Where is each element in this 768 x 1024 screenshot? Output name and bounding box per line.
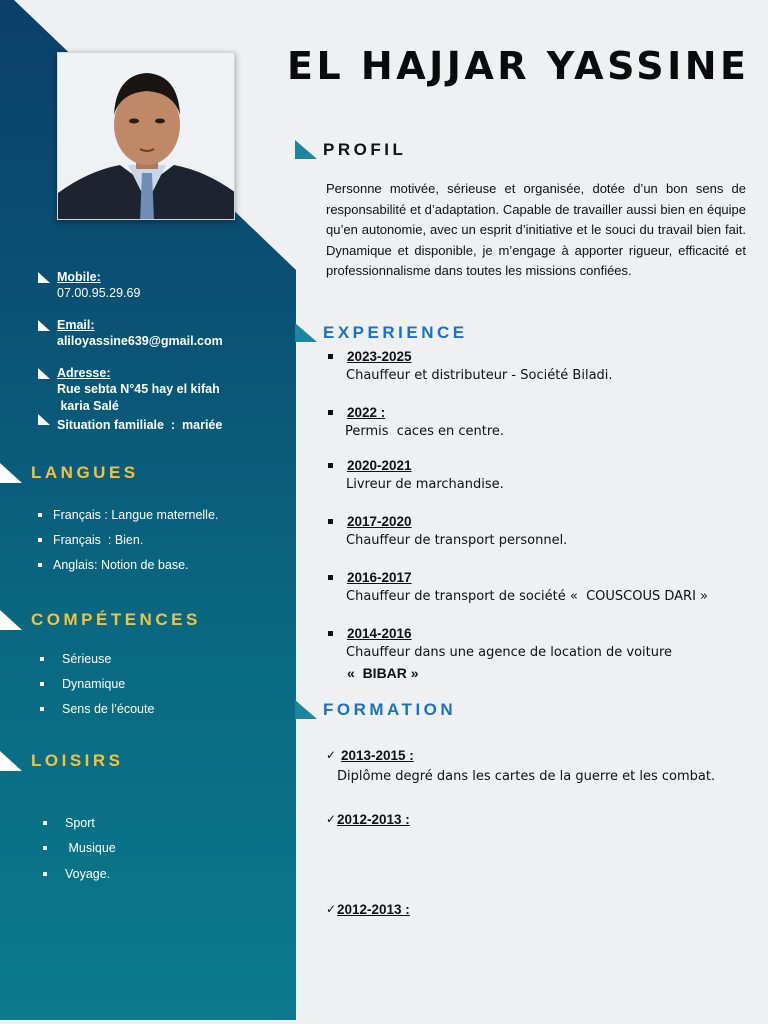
- experience-years: 2022 :: [347, 405, 386, 420]
- experience-desc: Chauffeur de transport personnel.: [346, 533, 568, 548]
- bullet-icon: [43, 846, 47, 850]
- bullet-triangle-icon: [38, 320, 50, 331]
- formation-years: 2013-2015 :: [341, 748, 414, 763]
- bullet-icon: [40, 657, 44, 661]
- heading-triangle-icon: [295, 700, 317, 719]
- experience-desc: Chauffeur de transport de société « COUSCOUS DARI »: [346, 589, 709, 604]
- bullet-icon: [43, 872, 47, 876]
- hobbies-title: LOISIRS: [31, 751, 124, 770]
- heading-triangle-icon: [0, 463, 22, 483]
- profile-title: PROFIL: [323, 140, 407, 159]
- profile-photo: [57, 52, 235, 220]
- languages-title: LANGUES: [31, 463, 139, 482]
- experience-desc: Livreur de marchandise.: [346, 477, 504, 492]
- bullet-icon: [328, 354, 333, 359]
- heading-triangle-icon: [0, 610, 22, 630]
- heading-triangle-icon: [295, 323, 317, 342]
- profile-text: Personne motivée, sérieuse et organisée, dotée d’un bon sens de responsabilité et d’adaptation. Capable de travailler aussi bien en équipe qu’en autonomie, avec un esprit d’initiative et le souci du travail bien fait. Dynamique et disponible, je m’engage à apporter rigueur, efficacité et professionnalisme dans toutes les missions confiées.: [326, 181, 746, 279]
- formation-years: 2012-2013 :: [337, 812, 410, 827]
- bullet-triangle-icon: [38, 414, 50, 425]
- experience-company: « BIBAR »: [347, 665, 419, 681]
- bullet-icon: [328, 410, 333, 415]
- address-line1: Rue sebta N°45 hay el kifah: [57, 382, 220, 396]
- bullet-icon: [43, 821, 47, 825]
- bullet-icon: [40, 707, 44, 711]
- experience-years: 2017-2020: [347, 514, 412, 529]
- check-icon: ✓: [326, 748, 337, 762]
- email-value: aliloyassine639@gmail.com: [57, 334, 223, 348]
- address-label: Adresse:: [57, 366, 111, 380]
- bullet-triangle-icon: [38, 368, 50, 379]
- bullet-icon: [328, 575, 333, 580]
- portrait-photo: [58, 53, 235, 220]
- bullet-icon: [38, 563, 42, 567]
- family-status: Situation familiale : mariée: [57, 418, 223, 432]
- bullet-icon: [328, 631, 333, 636]
- heading-triangle-icon: [0, 751, 22, 771]
- check-icon: ✓: [326, 812, 337, 826]
- check-icon: ✓: [326, 902, 337, 916]
- bullet-icon: [40, 682, 44, 686]
- experience-title: EXPERIENCE: [323, 323, 468, 342]
- experience-desc: Chauffeur et distributeur - Société Biladi.: [346, 368, 613, 383]
- mobile-label: Mobile:: [57, 270, 101, 284]
- formation-years: 2012-2013 :: [337, 902, 410, 917]
- formation-desc: Diplôme degré dans les cartes de la guerre et les combat.: [337, 769, 716, 784]
- bullet-icon: [328, 519, 333, 524]
- experience-years: 2023-2025: [347, 349, 412, 364]
- address-line2: karia Salé: [57, 399, 119, 413]
- heading-triangle-icon: [295, 140, 317, 159]
- bullet-icon: [38, 538, 42, 542]
- experience-desc: Chauffeur dans une agence de location de voiture: [346, 645, 673, 660]
- email-label: Email:: [57, 318, 95, 332]
- skills-title: COMPÉTENCES: [31, 610, 201, 629]
- bullet-triangle-icon: [38, 272, 50, 283]
- formation-title: FORMATION: [323, 700, 457, 719]
- bullet-icon: [38, 513, 42, 517]
- experience-years: 2020-2021: [347, 458, 412, 473]
- experience-years: 2014-2016: [347, 626, 412, 641]
- mobile-value: 07.00.95.29.69: [57, 286, 141, 300]
- full-name: EL HAJJAR YASSINE: [287, 44, 750, 88]
- bullet-icon: [328, 463, 333, 468]
- experience-years: 2016-2017: [347, 570, 412, 585]
- experience-desc: Permis caces en centre.: [345, 424, 505, 439]
